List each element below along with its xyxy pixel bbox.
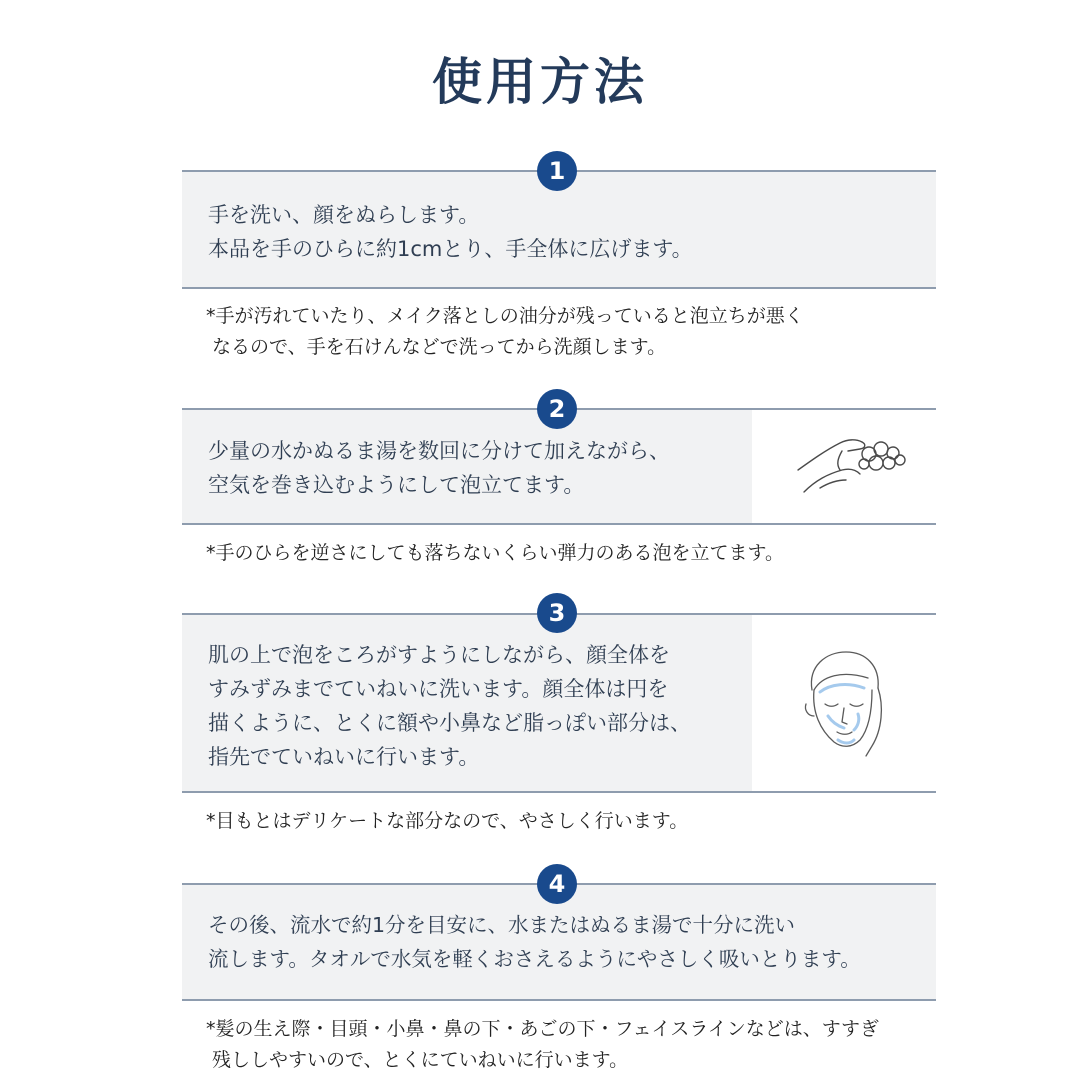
step-1-text	[208, 198, 693, 266]
step-4-line-2: 流します。タオルで水気を軽くおさえるようにやさしく吸いとります。	[208, 947, 861, 971]
step-1-note: *手が汚れていたり、メイク落としの油分が残っていると泡立ちが悪く なるので、手を石けんなどで洗ってから洗顔します。	[206, 305, 804, 358]
step-2-note: *手のひらを逆さにしても落ちないくらい弾力のある泡を立てます。	[206, 542, 784, 564]
step-2-line-1: 少量の水かぬるま湯を数回に分けて加えながら、	[208, 439, 670, 463]
step-1-line-2: 本品を手のひらに約1cmとり、手全体に広げます。	[208, 237, 693, 261]
step-1-badge: 1	[537, 151, 577, 191]
step-4-badge: 4	[537, 864, 577, 904]
page-title: 使用方法	[432, 53, 648, 111]
step-2-bottom-rule	[182, 523, 936, 525]
step-3-text	[208, 638, 691, 774]
hand-foam-icon	[794, 430, 910, 502]
step-3-line-3: 描くように、とくに額や小鼻など脂っぽい部分は、	[208, 711, 691, 735]
face-icon	[798, 646, 890, 762]
step-3-note: *目もとはデリケートな部分なので、やさしく行います。	[206, 810, 689, 832]
step-2-badge: 2	[537, 389, 577, 429]
step-1-bottom-rule	[182, 287, 936, 289]
step-3-line-4: 指先でていねいに行います。	[208, 745, 480, 769]
step-3-bottom-rule	[182, 791, 936, 793]
step-2-line-2: 空気を巻き込むようにして泡立てます。	[208, 473, 585, 497]
step-3-line-1: 肌の上で泡をころがすようにしながら、顔全体を	[208, 643, 670, 667]
step-4-note: *髪の生え際・目頭・小鼻・鼻の下・あごの下・フェイスラインなどは、すすぎ 残ししやすいので、とくにていねいに行います。	[206, 1018, 879, 1071]
step-2-text	[208, 434, 670, 502]
step-3-line-2: すみずみまでていねいに洗います。顔全体は円を	[208, 677, 669, 701]
step-4-text	[208, 908, 861, 976]
step-4-line-1: その後、流水で約1分を目安に、水またはぬるま湯で十分に洗い	[208, 913, 796, 937]
step-1-line-1: 手を洗い、顔をぬらします。	[208, 203, 480, 227]
step-4-bottom-rule	[182, 999, 936, 1001]
step-3-badge: 3	[537, 593, 577, 633]
